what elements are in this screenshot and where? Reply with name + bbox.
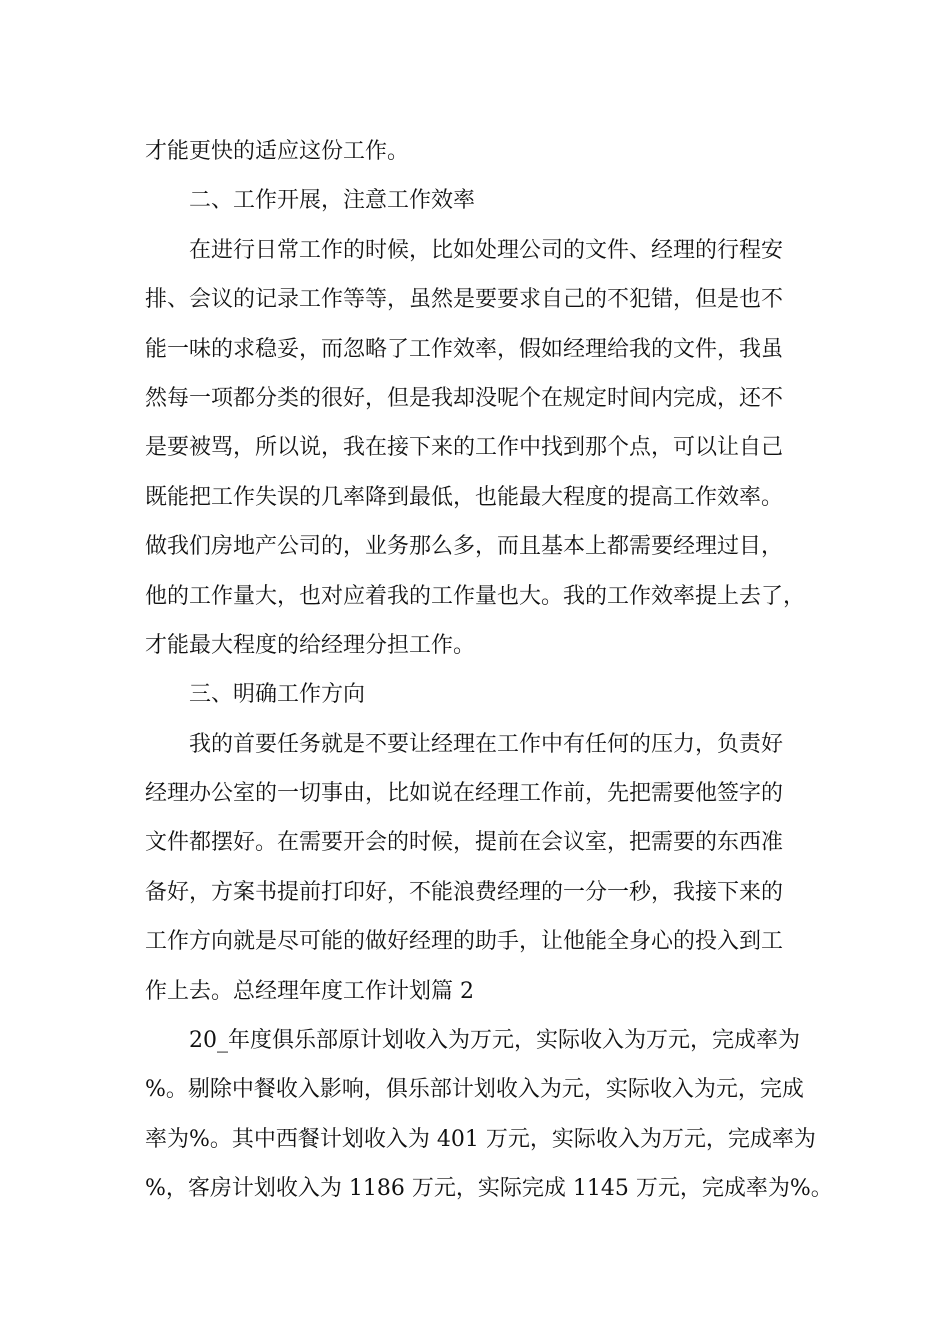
section-heading: 二、工作开展，注意工作效率 [189, 188, 476, 214]
text-line: 作上去。总经理年度工作计划篇 2 [145, 978, 474, 1004]
text-line: %，客房计划收入为 1186 万元，实际完成 1145 万元，完成率为%。 [145, 1176, 833, 1202]
text-line: 工作方向就是尽可能的做好经理的助手，让他能全身心的投入到工 [145, 929, 784, 955]
document-body [145, 127, 833, 1214]
text-line: 能一味的求稳妥，而忽略了工作效率，假如经理给我的文件，我虽 [145, 336, 784, 362]
text-line: 然每一项都分类的很好，但是我却没呢个在规定时间内完成，还不 [145, 385, 784, 411]
text-line: 我的首要任务就是不要让经理在工作中有任何的压力，负责好 [189, 731, 784, 757]
section-heading: 三、明确工作方向 [189, 682, 366, 708]
text-line: 在进行日常工作的时候，比如处理公司的文件、经理的行程安 [189, 237, 784, 263]
text-line: 才能最大程度的给经理分担工作。 [145, 632, 476, 658]
text-line: 做我们房地产公司的，业务那么多，而且基本上都需要经理过目， [145, 534, 784, 560]
text-line: 排、会议的记录工作等等，虽然是要要求自己的不犯错，但是也不 [145, 287, 784, 313]
text-line: 经理办公室的一切事由，比如说在经理工作前，先把需要他签字的 [145, 781, 784, 807]
text-line: 文件都摆好。在需要开会的时候，提前在会议室，把需要的东西准 [145, 830, 784, 856]
text-line: %。剔除中餐收入影响，俱乐部计划收入为元，实际收入为元，完成 [145, 1077, 804, 1103]
text-line: 他的工作量大，也对应着我的工作量也大。我的工作效率提上去了， [145, 583, 806, 609]
text-line: 才能更快的适应这份工作。 [145, 139, 410, 164]
text-line: 既能把工作失误的几率降到最低，也能最大程度的提高工作效率。 [145, 484, 784, 510]
text-line: 是要被骂，所以说，我在接下来的工作中找到那个点，可以让自己 [145, 435, 784, 461]
text-line: 备好，方案书提前打印好，不能浪费经理的一分一秒，我接下来的 [145, 879, 784, 905]
text-line: 20_年度俱乐部原计划收入为万元，实际收入为万元，完成率为 [189, 1028, 800, 1054]
text-line: 率为%。其中西餐计划收入为 401 万元，实际收入为万元，完成率为 [145, 1126, 816, 1152]
